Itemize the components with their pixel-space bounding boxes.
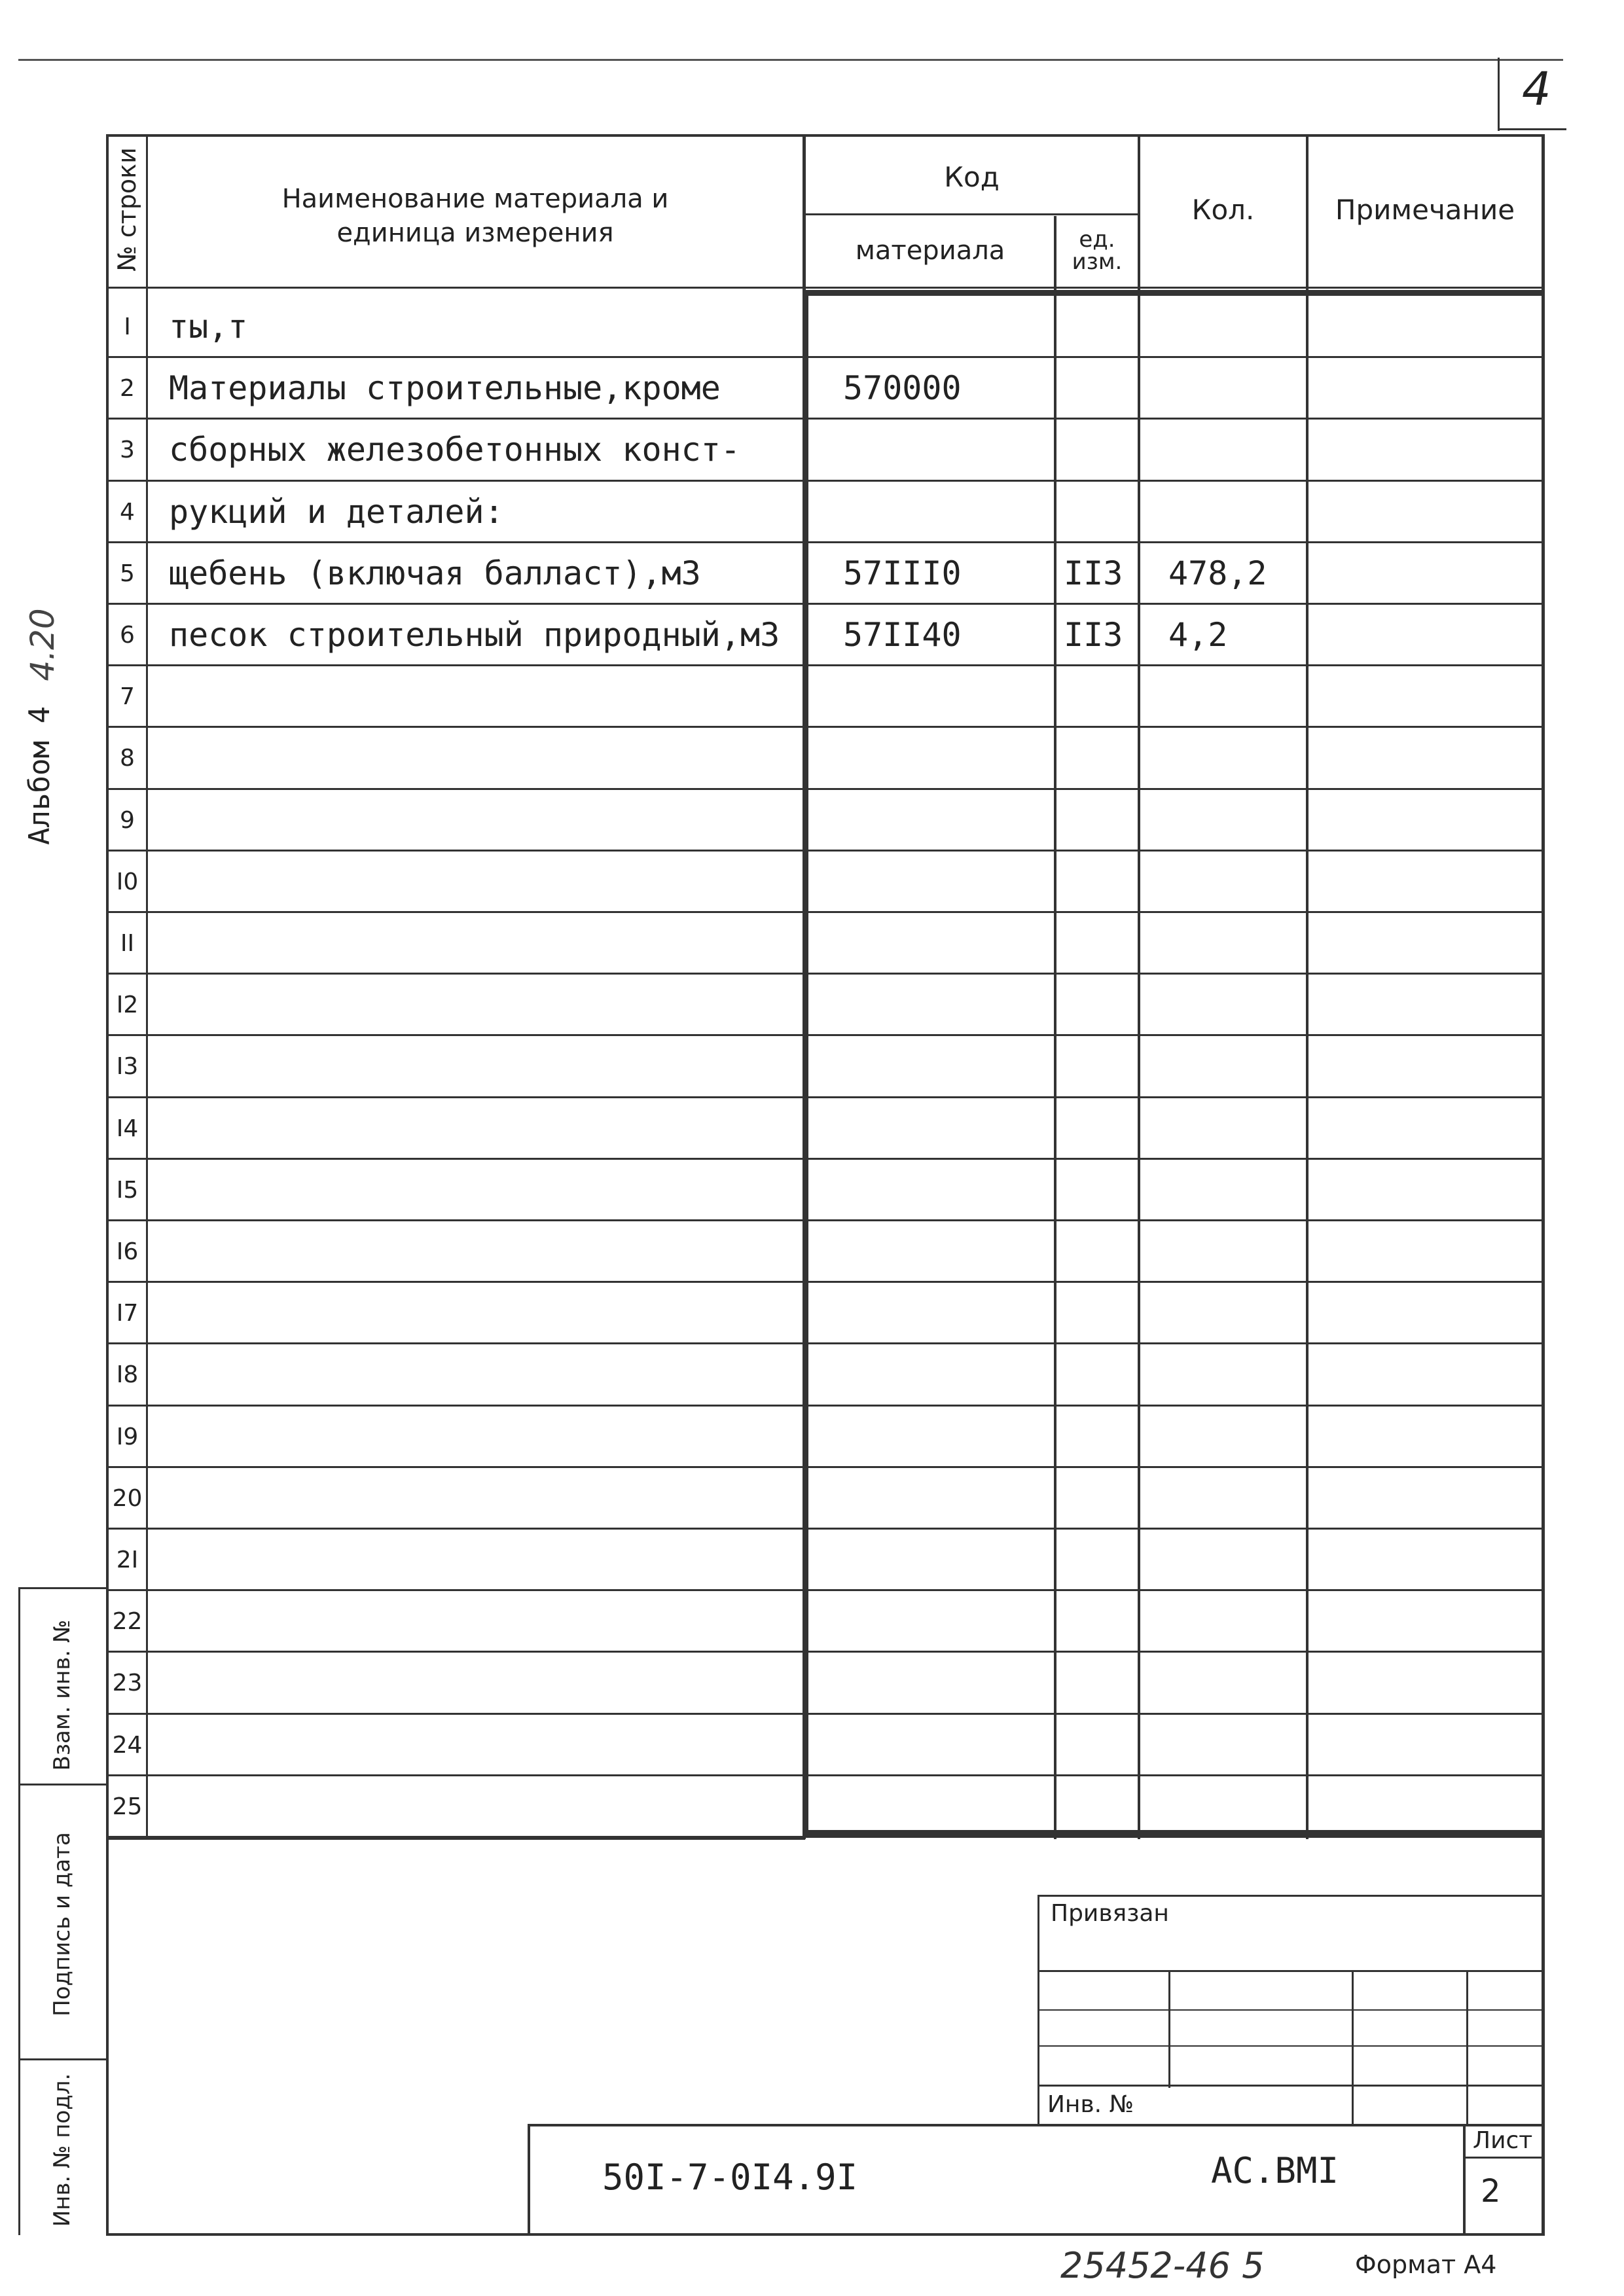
row-unit bbox=[1064, 1652, 1137, 1713]
row-note bbox=[1316, 419, 1538, 480]
row-unit bbox=[1064, 1344, 1137, 1405]
row-unit bbox=[1064, 912, 1137, 974]
row-name bbox=[169, 1406, 804, 1467]
stamp-line-3 bbox=[1038, 2045, 1545, 2047]
row-code bbox=[843, 851, 1053, 912]
row-qty bbox=[1168, 1467, 1303, 1529]
code-subheader-line bbox=[804, 213, 1139, 215]
row-name bbox=[169, 1529, 804, 1590]
header-bottom-line bbox=[106, 287, 1545, 289]
row-code bbox=[843, 1406, 1053, 1467]
header-code: Код bbox=[944, 160, 1000, 193]
stamp-vline-1 bbox=[1168, 1970, 1170, 2088]
row-code bbox=[843, 789, 1053, 851]
row-number: I5 bbox=[116, 1176, 139, 1204]
row-name: ты,т bbox=[169, 308, 248, 346]
row-number: I6 bbox=[116, 1238, 139, 1265]
row-code bbox=[843, 1221, 1053, 1282]
row-unit bbox=[1064, 419, 1137, 480]
stamp-line-1 bbox=[1038, 1970, 1545, 1972]
row-qty: 478,2 bbox=[1168, 554, 1267, 592]
row-unit bbox=[1064, 974, 1137, 1035]
row-number: 22 bbox=[112, 1607, 143, 1635]
row-qty bbox=[1168, 419, 1303, 480]
header-name: Наименование материала и единица измерения bbox=[281, 184, 669, 248]
row-unit: II3 bbox=[1064, 554, 1123, 592]
title-top bbox=[528, 2124, 1545, 2126]
row-unit bbox=[1064, 666, 1137, 727]
row-qty bbox=[1168, 1714, 1303, 1776]
row-note bbox=[1316, 1776, 1538, 1837]
row-unit bbox=[1064, 1776, 1137, 1837]
row-name: Материалы строительные,кроме bbox=[169, 369, 721, 407]
row-name bbox=[169, 1714, 804, 1776]
row-name: щебень (включая балласт),м3 bbox=[169, 554, 701, 592]
row-qty bbox=[1168, 727, 1303, 789]
stamp-vline-3 bbox=[1466, 1970, 1468, 2125]
row-code bbox=[843, 1529, 1053, 1590]
stamp-line-4 bbox=[1038, 2085, 1545, 2087]
top-border-line bbox=[18, 59, 1563, 61]
row-unit: II3 bbox=[1064, 616, 1123, 654]
row-number: 7 bbox=[120, 683, 135, 710]
row-qty: 4,2 bbox=[1168, 616, 1228, 654]
row-unit bbox=[1064, 1406, 1137, 1467]
row-name bbox=[169, 974, 804, 1035]
col-rownum-sep bbox=[146, 134, 148, 1839]
row-qty bbox=[1168, 1159, 1303, 1221]
row-number: 3 bbox=[120, 436, 135, 463]
col-qty-sep bbox=[1306, 134, 1308, 1839]
col-code-sep bbox=[1054, 216, 1056, 1839]
row-code bbox=[843, 1714, 1053, 1776]
row-qty bbox=[1168, 357, 1303, 419]
row-name bbox=[169, 1590, 804, 1652]
row-unit bbox=[1064, 357, 1137, 419]
row-name bbox=[169, 1221, 804, 1282]
row-qty bbox=[1168, 1282, 1303, 1344]
stamp-inv-no: Инв. № bbox=[1047, 2091, 1134, 2118]
row-name bbox=[169, 1159, 804, 1221]
row-name bbox=[169, 1282, 804, 1344]
row-note bbox=[1316, 1035, 1538, 1097]
row-number: 23 bbox=[112, 1669, 143, 1696]
row-number: 6 bbox=[120, 621, 135, 649]
row-note bbox=[1316, 1221, 1538, 1282]
row-qty bbox=[1168, 851, 1303, 912]
row-code bbox=[843, 912, 1053, 974]
row-name: рукций и деталей: bbox=[169, 493, 504, 531]
frame-bottom bbox=[106, 2233, 1545, 2236]
row-unit bbox=[1064, 1159, 1137, 1221]
row-note bbox=[1316, 666, 1538, 727]
col-unit-sep bbox=[1138, 134, 1140, 1839]
row-unit bbox=[1064, 727, 1137, 789]
row-unit bbox=[1064, 1590, 1137, 1652]
row-note bbox=[1316, 851, 1538, 912]
header-code-material: материала bbox=[855, 235, 1005, 266]
frame-right bbox=[1542, 134, 1545, 2235]
row-number: I2 bbox=[116, 991, 139, 1018]
row-code bbox=[843, 419, 1053, 480]
row-note bbox=[1316, 1344, 1538, 1405]
row-note bbox=[1316, 296, 1538, 357]
row-number: I3 bbox=[116, 1052, 139, 1080]
row-name: песок строительный природный,м3 bbox=[169, 616, 780, 654]
side-box-left bbox=[18, 1587, 20, 2235]
row-code: 57II40 bbox=[843, 616, 962, 654]
row-note bbox=[1316, 1529, 1538, 1590]
row-note bbox=[1316, 974, 1538, 1035]
doc-code: 50I-7-0I4.9I bbox=[602, 2157, 858, 2198]
row-qty bbox=[1168, 296, 1303, 357]
row-code bbox=[843, 1098, 1053, 1159]
row-note bbox=[1316, 912, 1538, 974]
row-unit bbox=[1064, 1714, 1137, 1776]
row-unit bbox=[1064, 1098, 1137, 1159]
row-qty bbox=[1168, 1529, 1303, 1590]
row-number: 2 bbox=[120, 374, 135, 402]
title-list-line bbox=[1464, 2157, 1545, 2159]
row-name bbox=[169, 789, 804, 851]
stamp-line-2 bbox=[1038, 2009, 1545, 2011]
side-label-podpis: Подпись и дата bbox=[49, 1832, 75, 2017]
row-code bbox=[843, 1590, 1053, 1652]
row-qty bbox=[1168, 1344, 1303, 1405]
row-qty bbox=[1168, 1776, 1303, 1837]
row-qty bbox=[1168, 1406, 1303, 1467]
list-value: 2 bbox=[1481, 2173, 1501, 2210]
album-note: Альбом 4 bbox=[22, 706, 56, 845]
header-note: Примечание bbox=[1335, 193, 1515, 226]
row-unit bbox=[1064, 481, 1137, 543]
side-label-vzam: Взам. инв. № bbox=[49, 1619, 75, 1771]
row-qty bbox=[1168, 666, 1303, 727]
row-name bbox=[169, 1467, 804, 1529]
row-note bbox=[1316, 357, 1538, 419]
row-qty bbox=[1168, 789, 1303, 851]
row-code bbox=[843, 1652, 1053, 1713]
row-name: сборных железобетонных конст- bbox=[169, 431, 740, 469]
row-code bbox=[843, 727, 1053, 789]
page-number-box-bottom bbox=[1498, 128, 1566, 130]
table-bottom-left bbox=[106, 1838, 805, 1840]
row-note bbox=[1316, 1098, 1538, 1159]
title-left bbox=[528, 2124, 530, 2235]
row-number: II bbox=[120, 929, 135, 957]
row-code bbox=[843, 296, 1053, 357]
row-name bbox=[169, 1652, 804, 1713]
row-code bbox=[843, 481, 1053, 543]
row-qty bbox=[1168, 1652, 1303, 1713]
row-code bbox=[843, 1035, 1053, 1097]
row-code bbox=[843, 1467, 1053, 1529]
format-label: Формат А4 bbox=[1355, 2250, 1497, 2279]
row-note bbox=[1316, 543, 1538, 604]
row-note bbox=[1316, 1714, 1538, 1776]
row-qty bbox=[1168, 974, 1303, 1035]
row-note bbox=[1316, 1590, 1538, 1652]
row-qty bbox=[1168, 1590, 1303, 1652]
row-name bbox=[169, 851, 804, 912]
row-qty bbox=[1168, 1221, 1303, 1282]
row-code bbox=[843, 1344, 1053, 1405]
row-number: I9 bbox=[116, 1423, 139, 1450]
row-note bbox=[1316, 481, 1538, 543]
header-qty: Кол. bbox=[1191, 193, 1255, 226]
row-number: I7 bbox=[116, 1299, 139, 1327]
sheet-code: АС.ВМI bbox=[1211, 2150, 1339, 2191]
row-number: 4 bbox=[120, 498, 135, 526]
row-number: 8 bbox=[120, 744, 135, 772]
stamp-vline-2 bbox=[1352, 1970, 1354, 2125]
row-number: I4 bbox=[116, 1115, 139, 1142]
row-note bbox=[1316, 1652, 1538, 1713]
row-unit bbox=[1064, 1035, 1137, 1097]
row-qty bbox=[1168, 912, 1303, 974]
row-qty bbox=[1168, 1035, 1303, 1097]
row-unit bbox=[1064, 1529, 1137, 1590]
row-number: I0 bbox=[116, 868, 139, 895]
row-code bbox=[843, 974, 1053, 1035]
stamp-privyazan: Привязан bbox=[1051, 1900, 1169, 1927]
side-label-inv-podl: Инв. № подл. bbox=[49, 2073, 75, 2227]
row-name bbox=[169, 666, 804, 727]
row-name bbox=[169, 1776, 804, 1837]
row-unit bbox=[1064, 789, 1137, 851]
row-code bbox=[843, 1776, 1053, 1837]
row-note bbox=[1316, 789, 1538, 851]
header-row-number: № строки bbox=[113, 147, 141, 272]
row-name bbox=[169, 912, 804, 974]
list-label: Лист bbox=[1473, 2127, 1533, 2154]
side-box-top bbox=[18, 1587, 107, 1589]
row-qty bbox=[1168, 481, 1303, 543]
row-unit bbox=[1064, 851, 1137, 912]
row-note bbox=[1316, 1282, 1538, 1344]
row-qty bbox=[1168, 1098, 1303, 1159]
row-name bbox=[169, 727, 804, 789]
page-number: 4 bbox=[1522, 62, 1551, 116]
row-number: I bbox=[124, 313, 131, 340]
row-number: 20 bbox=[112, 1484, 143, 1512]
row-code: 57III0 bbox=[843, 554, 962, 592]
footer-handwritten: 25452-46 5 bbox=[1060, 2245, 1265, 2286]
row-name bbox=[169, 1098, 804, 1159]
row-number: 5 bbox=[120, 560, 135, 587]
row-number: 24 bbox=[112, 1731, 143, 1759]
row-note bbox=[1316, 1467, 1538, 1529]
page-number-box-left bbox=[1498, 58, 1500, 131]
row-code: 570000 bbox=[843, 369, 962, 407]
row-unit bbox=[1064, 1221, 1137, 1282]
row-note bbox=[1316, 604, 1538, 666]
row-note bbox=[1316, 1159, 1538, 1221]
row-note bbox=[1316, 727, 1538, 789]
row-unit bbox=[1064, 296, 1137, 357]
row-code bbox=[843, 1159, 1053, 1221]
row-name bbox=[169, 1035, 804, 1097]
row-unit bbox=[1064, 1467, 1137, 1529]
row-number: 9 bbox=[120, 806, 135, 834]
row-note bbox=[1316, 1406, 1538, 1467]
header-code-unit: ед. изм. bbox=[1072, 226, 1123, 275]
row-code bbox=[843, 1282, 1053, 1344]
row-unit bbox=[1064, 1282, 1137, 1344]
row-number: 25 bbox=[112, 1793, 143, 1820]
row-number: 2I bbox=[116, 1546, 139, 1573]
row-name bbox=[169, 1344, 804, 1405]
album-note-handwritten: 4.20 bbox=[24, 608, 62, 681]
row-code bbox=[843, 666, 1053, 727]
row-number: I8 bbox=[116, 1361, 139, 1388]
title-list-sep bbox=[1463, 2124, 1466, 2235]
thick-body-top bbox=[804, 290, 1545, 296]
stamp-top bbox=[1038, 1895, 1545, 1897]
